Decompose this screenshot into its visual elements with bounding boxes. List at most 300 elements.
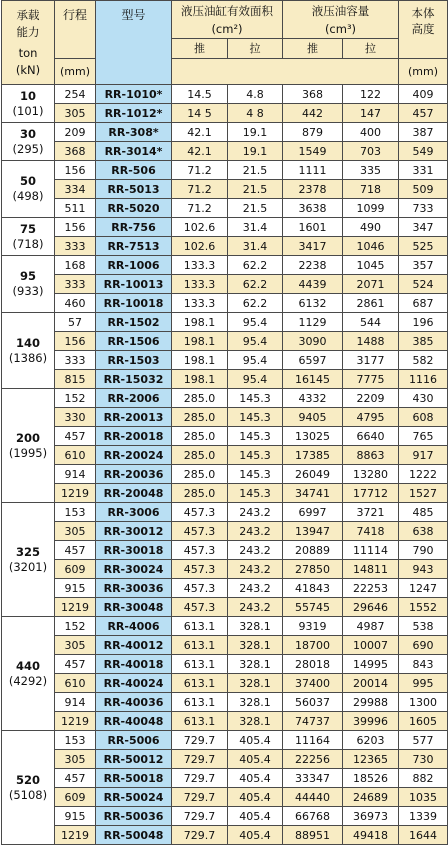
area-push-cell: 729.7 [172, 731, 228, 750]
area-pull-cell: 31.4 [228, 237, 283, 256]
area-push-cell: 285.0 [172, 389, 228, 408]
table-row [2, 769, 448, 788]
table-row [2, 408, 448, 427]
volume-pull-cell: 29646 [343, 598, 399, 617]
model-cell: RR-5013 [96, 180, 172, 199]
area-pull-cell: 405.4 [228, 769, 283, 788]
stroke-cell: 511 [55, 199, 96, 218]
height-cell: 687 [399, 294, 448, 313]
volume-pull-cell: 22253 [343, 579, 399, 598]
table-row [2, 465, 448, 484]
volume-push-cell: 1549 [283, 142, 343, 161]
volume-pull-cell: 703 [343, 142, 399, 161]
table-row [2, 275, 448, 294]
volume-push-cell: 33347 [283, 769, 343, 788]
capacity-header [2, 1, 55, 85]
area-push-cell: 14 5 [172, 104, 228, 123]
stroke-cell: 457 [55, 427, 96, 446]
area-pull-cell: 145.3 [228, 465, 283, 484]
capacity-ton: 520 [15, 772, 40, 787]
model-cell: RR-308* [96, 123, 172, 142]
stroke-cell: 254 [55, 85, 96, 104]
stroke-cell: 610 [55, 674, 96, 693]
capacity-kn: (3201) [8, 559, 48, 574]
volume-pull-cell: 29988 [343, 693, 399, 712]
model-cell: RR-20024 [96, 446, 172, 465]
area-pull-cell: 4.8 [228, 85, 283, 104]
area-header-unit: (cm²) [211, 21, 243, 36]
table-row [2, 104, 448, 123]
table-row [2, 655, 448, 674]
table-row [2, 199, 448, 218]
area-pull-cell: 95.4 [228, 313, 283, 332]
volume-push-cell: 34741 [283, 484, 343, 503]
area-pull-cell: 21.5 [228, 180, 283, 199]
model-cell: RR-20048 [96, 484, 172, 503]
table-row [2, 541, 448, 560]
area-push-cell: 729.7 [172, 750, 228, 769]
capacity-cell [2, 313, 55, 389]
model-cell: RR-30024 [96, 560, 172, 579]
area-pull-cell: 19.1 [228, 123, 283, 142]
model-cell: RR-15032 [96, 370, 172, 389]
model-cell: RR-756 [96, 218, 172, 237]
model-cell: RR-40048 [96, 712, 172, 731]
area-pull-cell: 145.3 [228, 408, 283, 427]
area-push-cell: 729.7 [172, 788, 228, 807]
volume-pull-cell: 3177 [343, 351, 399, 370]
volume-pull-cell: 1046 [343, 237, 399, 256]
model-cell: RR-1503 [96, 351, 172, 370]
model-cell: RR-50018 [96, 769, 172, 788]
capacity-ton: 325 [15, 544, 40, 559]
volume-push-cell: 13025 [283, 427, 343, 446]
stroke-cell: 1219 [55, 484, 96, 503]
volume-push-cell: 4332 [283, 389, 343, 408]
area-push-cell: 285.0 [172, 465, 228, 484]
capacity-ton: 10 [19, 88, 36, 103]
volume-pull-cell: 7418 [343, 522, 399, 541]
area-pull-cell: 21.5 [228, 161, 283, 180]
stroke-cell: 610 [55, 446, 96, 465]
volume-pull-cell: 17712 [343, 484, 399, 503]
capacity-kn: (5108) [8, 787, 48, 802]
table-row [2, 256, 448, 275]
height-cell: 730 [399, 750, 448, 769]
height-cell: 582 [399, 351, 448, 370]
area-pull-cell: 145.3 [228, 484, 283, 503]
volume-push-cell: 37400 [283, 674, 343, 693]
volume-pull-cell: 24689 [343, 788, 399, 807]
table-row [2, 579, 448, 598]
table-row [2, 161, 448, 180]
model-cell: RR-1012* [96, 104, 172, 123]
model-cell: RR-10018 [96, 294, 172, 313]
area-push-cell: 457.3 [172, 503, 228, 522]
capacity-kn: (1386) [8, 350, 48, 365]
stroke-cell: 915 [55, 807, 96, 826]
model-cell: RR-20018 [96, 427, 172, 446]
area-pull-cell: 405.4 [228, 788, 283, 807]
volume-pull-cell: 1099 [343, 199, 399, 218]
area-pull-cell: 145.3 [228, 446, 283, 465]
volume-header-unit: (cm³) [324, 21, 357, 36]
stroke-cell: 368 [55, 142, 96, 161]
stroke-cell: 457 [55, 655, 96, 674]
area-pull-cell: 4 8 [228, 104, 283, 123]
stroke-cell: 330 [55, 408, 96, 427]
stroke-cell: 333 [55, 351, 96, 370]
height-cell: 577 [399, 731, 448, 750]
volume-push-cell: 6997 [283, 503, 343, 522]
volume-push-cell: 56037 [283, 693, 343, 712]
model-cell: RR-1502 [96, 313, 172, 332]
volume-pull-cell: 20014 [343, 674, 399, 693]
height-cell: 1339 [399, 807, 448, 826]
table-row [2, 788, 448, 807]
volume-pull-header: 拉 [343, 39, 399, 59]
height-cell: 549 [399, 142, 448, 161]
area-push-cell: 457.3 [172, 522, 228, 541]
height-cell: 538 [399, 617, 448, 636]
stroke-cell: 334 [55, 180, 96, 199]
height-cell: 917 [399, 446, 448, 465]
table-row [2, 522, 448, 541]
area-pull-cell: 95.4 [228, 370, 283, 389]
stroke-cell: 333 [55, 275, 96, 294]
table-row [2, 693, 448, 712]
capacity-ton: 440 [15, 658, 40, 673]
volume-pull-cell: 11114 [343, 541, 399, 560]
table-row [2, 351, 448, 370]
volume-pull-cell: 14995 [343, 655, 399, 674]
area-push-header: 推 [172, 39, 228, 59]
volume-push-cell: 2378 [283, 180, 343, 199]
area-push-cell: 42.1 [172, 142, 228, 161]
capacity-cell [2, 731, 55, 845]
model-cell: RR-4006 [96, 617, 172, 636]
capacity-header-line: 能力 [16, 24, 40, 39]
model-cell: RR-40018 [96, 655, 172, 674]
table-row [2, 294, 448, 313]
table-row [2, 826, 448, 845]
table-row [2, 807, 448, 826]
area-push-cell: 198.1 [172, 370, 228, 389]
capacity-cell [2, 161, 55, 218]
area-push-cell: 285.0 [172, 408, 228, 427]
stroke-cell: 153 [55, 503, 96, 522]
volume-push-cell: 3417 [283, 237, 343, 256]
table-row [2, 617, 448, 636]
volume-pull-cell: 2861 [343, 294, 399, 313]
stroke-cell: 460 [55, 294, 96, 313]
table-row [2, 218, 448, 237]
volume-push-cell: 55745 [283, 598, 343, 617]
height-cell: 1644 [399, 826, 448, 845]
area-push-cell: 14.5 [172, 85, 228, 104]
model-header: 型号 [96, 1, 172, 85]
area-push-cell: 613.1 [172, 636, 228, 655]
area-push-cell: 457.3 [172, 541, 228, 560]
area-pull-cell: 328.1 [228, 655, 283, 674]
stroke-cell: 609 [55, 788, 96, 807]
area-pull-cell: 328.1 [228, 712, 283, 731]
stroke-cell: 153 [55, 731, 96, 750]
table-row [2, 389, 448, 408]
volume-push-cell: 1601 [283, 218, 343, 237]
stroke-cell: 305 [55, 522, 96, 541]
height-cell: 690 [399, 636, 448, 655]
volume-pull-cell: 2209 [343, 389, 399, 408]
volume-pull-cell: 147 [343, 104, 399, 123]
model-cell: RR-50048 [96, 826, 172, 845]
stroke-cell: 914 [55, 465, 96, 484]
capacity-cell [2, 123, 55, 161]
stroke-cell: 305 [55, 636, 96, 655]
volume-push-cell: 88951 [283, 826, 343, 845]
area-pull-cell: 145.3 [228, 427, 283, 446]
area-push-cell: 133.3 [172, 294, 228, 313]
capacity-ton: 75 [19, 221, 36, 236]
volume-push-cell: 26049 [283, 465, 343, 484]
area-push-cell: 71.2 [172, 161, 228, 180]
volume-push-cell: 1129 [283, 313, 343, 332]
volume-push-header: 推 [283, 39, 343, 59]
height-cell: 1552 [399, 598, 448, 617]
area-pull-cell: 62.2 [228, 256, 283, 275]
model-cell: RR-30012 [96, 522, 172, 541]
height-cell: 1035 [399, 788, 448, 807]
capacity-header-line: ton [18, 45, 38, 60]
capacity-kn: (933) [12, 284, 44, 298]
area-pull-cell: 62.2 [228, 275, 283, 294]
volume-pull-cell: 7775 [343, 370, 399, 389]
volume-push-cell: 1111 [283, 161, 343, 180]
table-row [2, 446, 448, 465]
area-push-cell: 729.7 [172, 769, 228, 788]
area-pull-cell: 405.4 [228, 826, 283, 845]
capacity-header-line: 承载 [16, 7, 40, 22]
model-cell: RR-20013 [96, 408, 172, 427]
capacity-cell [2, 503, 55, 617]
area-push-cell: 198.1 [172, 313, 228, 332]
table-row [2, 636, 448, 655]
height-cell: 733 [399, 199, 448, 218]
table-row [2, 560, 448, 579]
table-row [2, 598, 448, 617]
stroke-cell: 333 [55, 237, 96, 256]
height-cell: 457 [399, 104, 448, 123]
volume-push-cell: 18700 [283, 636, 343, 655]
volume-pull-cell: 13280 [343, 465, 399, 484]
capacity-ton: 200 [15, 430, 40, 445]
model-cell: RR-50024 [96, 788, 172, 807]
model-cell: RR-1010* [96, 85, 172, 104]
volume-pull-cell: 39996 [343, 712, 399, 731]
stroke-cell: 156 [55, 161, 96, 180]
volume-pull-cell: 4795 [343, 408, 399, 427]
area-push-cell: 729.7 [172, 826, 228, 845]
volume-push-cell: 13947 [283, 522, 343, 541]
area-push-cell: 457.3 [172, 579, 228, 598]
capacity-kn: (718) [12, 236, 44, 251]
stroke-cell: 305 [55, 104, 96, 123]
table-row [2, 503, 448, 522]
model-cell: RR-3014* [96, 142, 172, 161]
model-cell: RR-50012 [96, 750, 172, 769]
area-push-cell: 613.1 [172, 693, 228, 712]
stroke-cell: 457 [55, 769, 96, 788]
volume-pull-cell: 18526 [343, 769, 399, 788]
area-pull-cell: 405.4 [228, 731, 283, 750]
area-pull-cell: 328.1 [228, 617, 283, 636]
area-push-cell: 457.3 [172, 598, 228, 617]
volume-pull-cell: 14811 [343, 560, 399, 579]
model-cell: RR-3006 [96, 503, 172, 522]
area-push-cell: 71.2 [172, 180, 228, 199]
cylinder-spec-table [1, 0, 448, 845]
area-pull-cell: 243.2 [228, 522, 283, 541]
area-pull-cell: 405.4 [228, 807, 283, 826]
volume-pull-cell: 1488 [343, 332, 399, 351]
table-row [2, 427, 448, 446]
area-push-cell: 133.3 [172, 275, 228, 294]
area-push-cell: 285.0 [172, 446, 228, 465]
table-row [2, 750, 448, 769]
height-unit-header: (mm) [399, 59, 448, 85]
model-cell: RR-40024 [96, 674, 172, 693]
volume-pull-cell: 36973 [343, 807, 399, 826]
capacity-ton: 50 [19, 174, 36, 188]
area-pull-cell: 243.2 [228, 598, 283, 617]
table-row [2, 85, 448, 104]
capacity-kn: (295) [12, 141, 44, 156]
height-cell: 1222 [399, 465, 448, 484]
area-push-cell: 729.7 [172, 807, 228, 826]
stroke-cell: 609 [55, 560, 96, 579]
table-row [2, 180, 448, 199]
volume-push-cell: 879 [283, 123, 343, 142]
area-push-cell: 42.1 [172, 123, 228, 142]
stroke-header: 行程 [55, 1, 96, 59]
area-push-cell: 613.1 [172, 617, 228, 636]
volume-pull-cell: 6640 [343, 427, 399, 446]
stroke-cell: 152 [55, 617, 96, 636]
height-cell: 430 [399, 389, 448, 408]
model-cell: RR-40036 [96, 693, 172, 712]
volume-push-cell: 6132 [283, 294, 343, 313]
height-cell: 843 [399, 655, 448, 674]
stroke-cell: 1219 [55, 712, 96, 731]
table-row [2, 142, 448, 161]
height-cell: 196 [399, 313, 448, 332]
area-push-cell: 613.1 [172, 712, 228, 731]
table-row [2, 332, 448, 351]
height-cell: 1116 [399, 370, 448, 389]
volume-push-cell: 44440 [283, 788, 343, 807]
model-cell: RR-30048 [96, 598, 172, 617]
height-cell: 790 [399, 541, 448, 560]
volume-pull-cell: 6203 [343, 731, 399, 750]
stroke-cell: 915 [55, 579, 96, 598]
model-cell: RR-30018 [96, 541, 172, 560]
volume-pull-cell: 8863 [343, 446, 399, 465]
area-pull-cell: 328.1 [228, 674, 283, 693]
volume-pull-cell: 718 [343, 180, 399, 199]
area-pull-cell: 145.3 [228, 389, 283, 408]
capacity-cell [2, 389, 55, 503]
table-row [2, 484, 448, 503]
area-pull-cell: 243.2 [228, 560, 283, 579]
capacity-header-line: (kN) [15, 62, 41, 77]
capacity-ton: 95 [19, 269, 36, 283]
capacity-kn: (101) [12, 103, 44, 118]
stroke-unit-header: (mm) [55, 59, 96, 85]
area-push-cell: 457.3 [172, 560, 228, 579]
stroke-cell: 156 [55, 332, 96, 351]
area-pull-cell: 405.4 [228, 750, 283, 769]
capacity-kn: (4292) [8, 673, 48, 688]
area-push-cell: 285.0 [172, 484, 228, 503]
volume-push-cell: 66768 [283, 807, 343, 826]
table-row [2, 731, 448, 750]
area-push-cell: 102.6 [172, 237, 228, 256]
area-pull-cell: 95.4 [228, 351, 283, 370]
area-pull-cell: 62.2 [228, 294, 283, 313]
area-pull-cell: 31.4 [228, 218, 283, 237]
height-cell: 387 [399, 123, 448, 142]
model-cell: RR-7513 [96, 237, 172, 256]
height-cell: 525 [399, 237, 448, 256]
height-cell: 331 [399, 161, 448, 180]
volume-header [283, 1, 399, 39]
volume-push-cell: 16145 [283, 370, 343, 389]
volume-push-cell: 20889 [283, 541, 343, 560]
volume-pull-cell: 335 [343, 161, 399, 180]
volume-push-cell: 442 [283, 104, 343, 123]
volume-header-title: 液压油容量 [311, 3, 370, 18]
stroke-cell: 457 [55, 541, 96, 560]
volume-push-cell: 74737 [283, 712, 343, 731]
capacity-cell [2, 218, 55, 256]
volume-pull-cell: 544 [343, 313, 399, 332]
area-pull-cell: 243.2 [228, 541, 283, 560]
unit-spacer [172, 59, 399, 85]
height-cell: 1247 [399, 579, 448, 598]
volume-push-cell: 4439 [283, 275, 343, 294]
area-pull-cell: 328.1 [228, 693, 283, 712]
volume-push-cell: 3090 [283, 332, 343, 351]
table-row [2, 313, 448, 332]
volume-pull-cell: 10007 [343, 636, 399, 655]
volume-pull-cell: 4987 [343, 617, 399, 636]
height-header [399, 1, 448, 59]
area-pull-cell: 19.1 [228, 142, 283, 161]
model-cell: RR-5006 [96, 731, 172, 750]
height-cell: 1605 [399, 712, 448, 731]
volume-pull-cell: 122 [343, 85, 399, 104]
model-cell: RR-5020 [96, 199, 172, 218]
table-row [2, 123, 448, 142]
capacity-kn: (1995) [8, 445, 48, 460]
area-push-cell: 613.1 [172, 674, 228, 693]
area-push-cell: 285.0 [172, 427, 228, 446]
area-pull-cell: 243.2 [228, 503, 283, 522]
stroke-cell: 57 [55, 313, 96, 332]
height-cell: 943 [399, 560, 448, 579]
volume-push-cell: 17385 [283, 446, 343, 465]
table-row [2, 674, 448, 693]
